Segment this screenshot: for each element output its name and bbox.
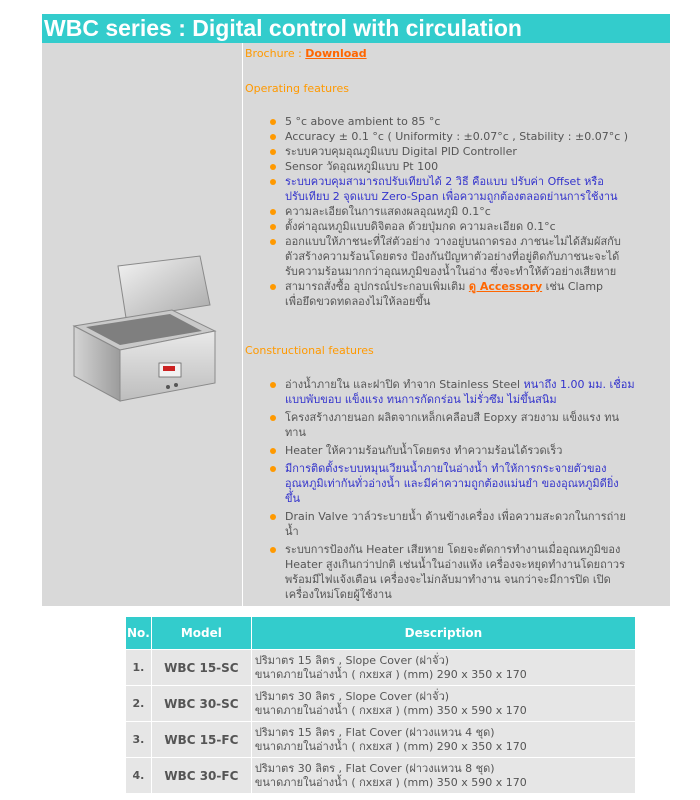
constructional-features-list: [245, 377, 667, 602]
header-model: Model: [152, 617, 251, 649]
row-number: 1.: [126, 650, 151, 685]
list-item: ระบบควบคุมสามารถปรับเทียบได้ 2 วิธี คือแบบ ปรับค่า Offset หรือ ปรับเทียบ 2 จุดแบบ Zero-Span เพื่อความถูกต้องตลอดย่านการใช้งาน: [245, 174, 667, 204]
model-description: ปริมาตร 30 ลิตร , Slope Cover (ฝาจั่ว) ขนาดภายในอ่างน้ำ ( กxยxส ) (mm) 350 x 590 x 170: [252, 686, 635, 721]
bullet-icon: [270, 119, 276, 125]
accessory-link[interactable]: ดู Accessory: [468, 280, 543, 293]
brochure-row: [245, 47, 367, 60]
bullet-icon: [270, 239, 276, 245]
list-item: ออกแบบให้ภาชนะที่ใส่ตัวอย่าง วางอยู่บนถาดรอง ภาชนะไม่ได้สัมผัสกับ ตัวสร้างความร้อนโดยตรง ป้องกันปัญหาตัวอย่างที่อยู่ติดกับภาชนะจะได้ รับความร้อนมากกว่าอุณหภูมิของน้ำในอ่าง ซึ่งจะทำให้ตัวอย่างเสียหาย: [245, 234, 667, 279]
row-number: 4.: [126, 758, 151, 793]
row-number: 3.: [126, 722, 151, 757]
features-content: [245, 43, 670, 606]
list-item: มีการติดตั้งระบบหมุนเวียนน้ำภายในอ่างน้ำ ทำให้การกระจายตัวของ อุณหภูมิเท่ากันทั่วอ่างน้ำ และมีค่าความถูกต้องแม่นยำ ของอุณหภูมิดียิ่ง ขึ้น: [245, 461, 667, 506]
list-item: อ่างน้ำภายใน และฝาปิด ทำจาก Stainless Steel หนาถึง 1.00 มม. เชื่อม แบบพับขอบ แข็งแรง ทนการกัดกร่อน ไม่รั่วซึม ไม่ขึ้นสนิม: [245, 377, 667, 407]
bullet-icon: [270, 415, 276, 421]
list-item: Accuracy ± 0.1 °c ( Uniformity : ±0.07°c , Stability : ±0.07°c ): [245, 129, 667, 144]
table-row: [126, 650, 635, 685]
constructional-features-heading: Constructional features: [245, 344, 374, 357]
model-description: ปริมาตร 15 ลิตร , Slope Cover (ฝาจั่ว) ขนาดภายในอ่างน้ำ ( กxยxส ) (mm) 290 x 350 x 170: [252, 650, 635, 685]
bullet-icon: [270, 284, 276, 290]
row-number: 2.: [126, 686, 151, 721]
bullet-icon: [270, 514, 276, 520]
model-name: WBC 30-SC: [152, 686, 251, 721]
models-table: [125, 616, 636, 794]
list-item: ระบบควบคุมอุณภูมิแบบ Digital PID Controller: [245, 144, 667, 159]
list-item: Sensor วัดอุณหภูมิแบบ Pt 100: [245, 159, 667, 174]
bullet-icon: [270, 382, 276, 388]
list-item: ระบบการป้องกัน Heater เสียหาย โดยจะตัดการทำงานเมื่ออุณหภูมิของ Heater สูงเกินกว่าปกติ เช่นน้ำในอ่างแห้ง เครื่องจะหยุดทำงานโดยถาวร พร้อมมีไฟแจ้งเตือน เครื่องจะไม่กลับมาทำงาน จนกว่าจะมีการปิด เปิด เครื่องใหม่โดยผู้ใช้งาน: [245, 542, 667, 602]
water-bath-image: [42, 43, 243, 606]
table-row: [126, 722, 635, 757]
brochure-label: Brochure :: [245, 47, 306, 60]
bullet-icon: [270, 209, 276, 215]
model-name: WBC 30-FC: [152, 758, 251, 793]
model-name: WBC 15-SC: [152, 650, 251, 685]
list-item: Drain Valve วาล์วระบายน้ำ ด้านข้างเครื่อง เพื่อความสะดวกในการถ่าย น้ำ: [245, 509, 667, 539]
product-image-cell: [42, 43, 243, 606]
bullet-icon: [270, 134, 276, 140]
list-item: ความละเอียดในการแสดงผลอุณหภูมิ 0.1°c: [245, 204, 667, 219]
bullet-icon: [270, 466, 276, 472]
bullet-icon: [270, 179, 276, 185]
list-item: ตั้งค่าอุณหภูมิแบบดิจิตอล ด้วยปุ่มกด ความละเอียด 0.1°c: [245, 219, 667, 234]
model-description: ปริมาตร 15 ลิตร , Flat Cover (ฝาวงแหวน 4 ชุด) ขนาดภายในอ่างน้ำ ( กxยxส ) (mm) 290 x 350 x 170: [252, 722, 635, 757]
page-title: WBC series : Digital control with circulation: [42, 14, 670, 43]
bullet-icon: [270, 547, 276, 553]
list-item: โครงสร้างภายนอก ผลิตจากเหล็กเคลือบสี Eopxy สวยงาม แข็งแรง ทน ทาน: [245, 410, 667, 440]
list-item: สามารถสั่งซื้อ อุปกรณ์ประกอบเพิ่มเติม ดู Accessory เช่น Clamp เพื่อยึดขวดทดลองไม่ให้ลอยขึ้น: [245, 279, 667, 309]
bullet-icon: [270, 224, 276, 230]
operating-features-heading: Operating features: [245, 82, 349, 95]
bullet-icon: [270, 149, 276, 155]
table-header-row: [126, 617, 635, 649]
model-name: WBC 15-FC: [152, 722, 251, 757]
table-row: [126, 758, 635, 793]
product-panel: [42, 43, 670, 606]
operating-features-list: [245, 114, 667, 309]
list-item: 5 °c above ambient to 85 °c: [245, 114, 667, 129]
header-no: No.: [126, 617, 151, 649]
bullet-icon: [270, 448, 276, 454]
download-link[interactable]: Download: [305, 47, 367, 60]
bullet-icon: [270, 164, 276, 170]
model-description: ปริมาตร 30 ลิตร , Flat Cover (ฝาวงแหวน 8 ชุด) ขนาดภายในอ่างน้ำ ( กxยxส ) (mm) 350 x 590 x 170: [252, 758, 635, 793]
list-item: Heater ให้ความร้อนกับน้ำโดยตรง ทำความร้อนได้รวดเร็ว: [245, 443, 667, 458]
table-row: [126, 686, 635, 721]
header-description: Description: [252, 617, 635, 649]
